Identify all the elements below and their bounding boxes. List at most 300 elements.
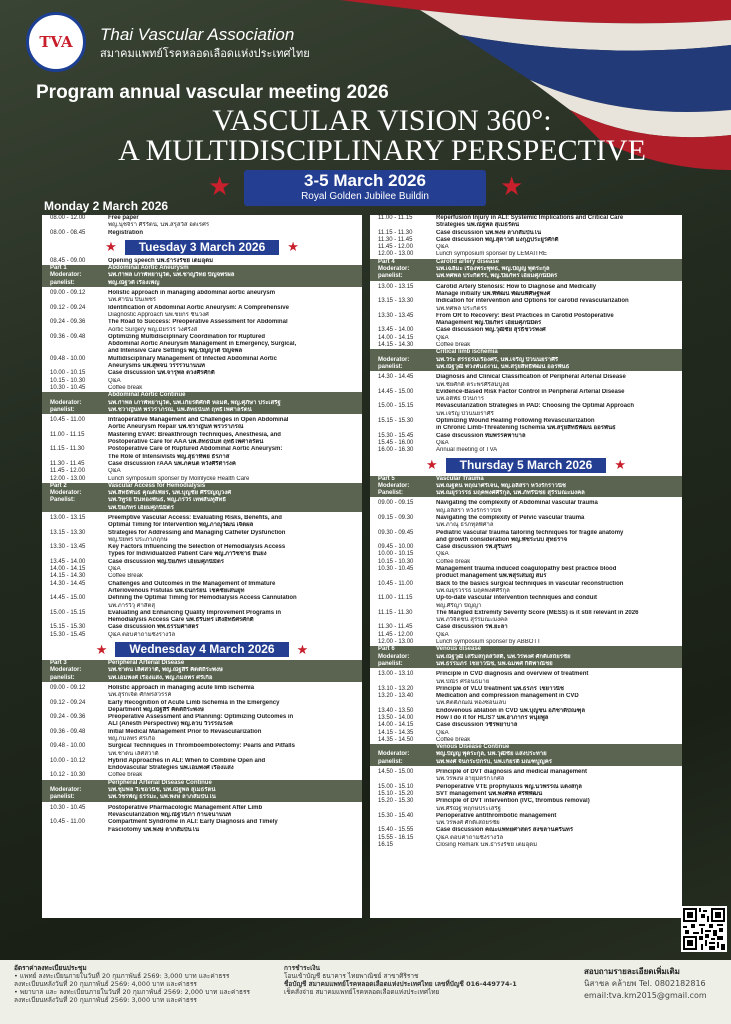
time-label: Moderator: <box>378 751 410 758</box>
time-label <box>378 425 436 432</box>
schedule-row <box>370 544 682 551</box>
org-name-en: Thai Vascular Association <box>100 25 295 44</box>
time-label <box>378 382 436 389</box>
session-text: Compartment Syndrome in ALI: Early Diagnosis and Timely <box>108 819 278 826</box>
schedule-row <box>370 251 682 258</box>
session-header-row <box>370 744 682 751</box>
session-header-row <box>42 392 362 399</box>
session-text: Q&A ตอบคำถามชิงรางวัล <box>436 834 504 841</box>
time-label: 08.00 - 12.00 <box>50 215 86 221</box>
session-text: Endovenous ablation in CVD นพ.บุญชน อภิชาติบัณฑุล <box>436 707 586 714</box>
time-label: 09.30 - 09.45 <box>378 529 414 536</box>
schedule-row <box>370 382 682 389</box>
session-text: นพ.พงศ์ จีนกระบักร์บ, นพ.เกียรติ มณฑปูญคร <box>436 758 552 765</box>
schedule-row <box>370 784 682 791</box>
session-text: Optimizing Wound Healing Following Revascularization <box>436 418 595 425</box>
session-text: Postoperative Care for AAA นพ.ลัทธนันท์ ฤทธิไพศาลรัตน์ <box>108 439 264 446</box>
schedule-row <box>42 624 362 631</box>
session-text: Case discussion รพ.สุรินทร์ <box>436 544 513 551</box>
session-header-row <box>370 349 682 356</box>
session-text: นพ.วัชรพัญ ธรรมะ, นพ.พงษ์ ลาภสัมบันโน <box>108 794 216 801</box>
schedule-row <box>370 559 682 566</box>
schedule-row <box>370 411 682 418</box>
session-header-row <box>370 266 682 273</box>
session-text: พญ.ณัฐวดี เรืองเพ็ญ <box>108 279 160 286</box>
contact-title: สอบถามรายละเอียดเพิ่มเติม <box>584 967 680 976</box>
star-icon: ★ <box>95 641 108 657</box>
session-text: นพ.วิทูรย์ ปิ่นทองพันธ์, พญ.ภรวีร์ เทพสันทุสิทธิ์ <box>108 497 227 504</box>
time-label: 13.50 - 14.00 <box>378 715 414 721</box>
session-text: From OR to Recovery: Best Practices in Carotid Postoperative <box>436 312 614 319</box>
time-label: 14.50 - 15.00 <box>378 769 414 776</box>
session-text: Aortic Aneurysm Repair นพ.ชวาญันท์ พรวราภรณ์ <box>108 424 244 431</box>
session-text: พญ.ปิยพร ประภาภฤกษ์ <box>108 536 168 543</box>
schedule-row <box>42 700 362 707</box>
schedule-row <box>42 603 362 610</box>
schedule-row <box>42 610 362 617</box>
session-text: Q&A <box>436 439 449 446</box>
session-header-row <box>370 661 682 668</box>
schedule-row <box>42 707 362 714</box>
time-label <box>378 291 436 298</box>
schedule-row <box>42 417 362 424</box>
schedule-row <box>42 758 362 765</box>
time-label: 11.15 - 11.30 <box>50 446 85 453</box>
session-text: นพ.ชวาญันท์ พรวราภรณ์, นพ.ลัทธนันท์ ฤทธิไพศาลรัตน์ <box>108 406 252 413</box>
time-label <box>378 700 436 707</box>
time-label: panelist: <box>378 758 403 765</box>
time-label <box>378 806 436 813</box>
schedule-left-column <box>42 215 362 918</box>
time-label: 13.20 - 13.40 <box>378 693 414 700</box>
pay-line: โอนเข้าบัญชี ธนาคาร ไทยพาณิชย์ สาขาศิริราช <box>284 972 419 980</box>
session-text: Key Factors Influencing the Selection of Hemodialysis Access <box>108 544 286 551</box>
time-label <box>50 736 108 743</box>
session-header-row <box>370 364 682 371</box>
event-venue: Royal Golden Jubilee Buildin <box>301 191 429 202</box>
session-text: Case discussion พญ.วุฒิชัย สุรธิชวรพงศ์ <box>436 327 546 334</box>
session-text: Hybrid Approaches in ALI: When to Combine Open and <box>108 757 266 764</box>
time-label: Panelist: <box>378 490 404 497</box>
org-name-th: สมาคมแพทย์โรคหลอดเลือดแห่งประเทศไทย <box>100 48 310 60</box>
session-header-row <box>42 265 362 272</box>
time-label: panelist: <box>378 273 403 280</box>
time-label: 11.45 - 12.00 <box>50 468 85 475</box>
session-header-row <box>370 357 682 364</box>
session-text: product management นพ.พสุรเสมญ์ สมร <box>436 573 547 580</box>
session-text: Case discussion นพ.พงษ์ ลาภสัมบันโน <box>436 229 542 236</box>
schedule-row <box>370 537 682 544</box>
time-label: 12.00 - 13.00 <box>378 639 414 646</box>
schedule-row <box>42 588 362 595</box>
schedule-row <box>42 573 362 580</box>
session-text: นพ.ภาร์วิวุ ศาสิตสุ <box>108 602 156 609</box>
day-header <box>370 458 682 473</box>
session-text: นพ.กำพล เภาพัทยานุวัต, นพ.ชาญวิทย์ ปัญจพรผล <box>108 272 235 279</box>
schedule-row <box>370 595 682 602</box>
session-text: Lunch symposium sponser by ABBOTT <box>436 639 541 646</box>
session-header-row <box>42 272 362 279</box>
session-text: นพ.ชาดน เลิศสวาดิ์ <box>108 750 159 757</box>
contact-email[interactable]: email:tva.km2015@gmail.com <box>584 991 707 1000</box>
session-text: นพ.ศิริณัฐ ทฤกษ์ประเสริฐ <box>436 805 501 812</box>
schedule-row <box>370 769 682 776</box>
time-label: Panelist: <box>50 497 76 504</box>
schedule-row <box>370 222 682 229</box>
session-text: Indication for intervention and Options for carotid revascularization <box>436 298 629 305</box>
time-label: 13.15 - 13.30 <box>50 529 86 536</box>
schedule-row <box>370 313 682 320</box>
session-text: Case discussion พญ.ปิยภัทร เอี่ยมศุภนิมิตร <box>108 558 224 565</box>
contact-name: นิสาชล คล้ายพ Tel. 0802182816 <box>584 979 706 988</box>
time-label: Moderator: <box>50 787 82 794</box>
time-label: 09.36 - 09.48 <box>50 333 86 340</box>
session-text: Venous Disease Continue <box>436 744 510 751</box>
session-text: Case discussion rAAA นพ.ภคนต์ หวังศิริดำรงค์ <box>108 460 236 467</box>
reg-line: ลงทะเบียนหลังวันที่ 20 กุมภาพันธ์ 2569: 4,000 บาท และค่าธรร <box>14 980 197 988</box>
time-label: Moderator: <box>50 490 82 497</box>
time-label: 12.00 - 13.00 <box>378 251 414 258</box>
time-label <box>50 692 108 699</box>
time-label: 11.00 - 11.15 <box>50 431 85 438</box>
schedule-row <box>42 515 362 522</box>
title-line-2: A MULTIDISCIPLINARY PERSPECTIVE <box>118 134 646 167</box>
session-text: Q&A <box>436 334 449 341</box>
schedule-row <box>42 230 362 237</box>
session-header-row <box>370 259 682 266</box>
schedule-row <box>370 791 682 798</box>
schedule-row <box>370 776 682 783</box>
time-label: 09.12 - 09.24 <box>50 304 86 311</box>
session-text: พญ.ปัญญ พุดระกุล, นพ.วุฒิชัย แสงประทาย <box>436 751 547 758</box>
session-text: Holistic approach in managing acute limb ischemia <box>108 684 255 691</box>
session-text: Perioperative VTE prophylaxis พญ.นวพรรณ แดงสกุล <box>436 783 582 790</box>
session-text: พญ.กมลพร ศรีเกื้อ <box>108 736 156 742</box>
schedule-row <box>370 403 682 410</box>
star-icon: ★ <box>614 457 627 472</box>
schedule-row <box>42 617 362 624</box>
session-header-row <box>370 759 682 766</box>
session-header-row <box>370 654 682 661</box>
session-text: Surgical Techniques in Thromboembolectomy: Pearls and Pitfalls <box>108 743 295 750</box>
logo-text: TVA <box>39 33 73 51</box>
time-label: 09.00 - 09.12 <box>50 684 86 691</box>
session-text: Q&A <box>108 566 121 573</box>
session-text: Case discussion พญ.สุดาวดี มงกุฎประยูรศักดิ์ <box>436 236 559 243</box>
time-label: 13.30 - 13.45 <box>378 312 414 319</box>
time-label: Moderator: <box>50 272 82 279</box>
time-label: 10.15 - 10.30 <box>50 377 86 384</box>
session-text: Diagnostic Approach นพ.ชยกร ชินวงศ์ <box>108 311 209 318</box>
session-text: Aneurysms นพ.สุพจน์ วรรรวนานนท์ <box>108 363 206 370</box>
reg-line: • พยาบาล และ ลงทะเบียนภายในวันที่ 20 กุมภาพันธ์ 2569: 2,000 บาท และค่าธรร <box>14 988 250 996</box>
schedule-row <box>42 446 362 453</box>
session-text: นพ.เจริญ ปีวนนยราศิริ <box>436 410 494 417</box>
time-label: 10.12 - 10.30 <box>50 772 86 779</box>
time-label: 11.30 - 11.45 <box>50 460 85 467</box>
session-text: Case discussion รพ.ยะลา <box>436 624 508 631</box>
schedule-row <box>42 537 362 544</box>
session-text: Q&A <box>436 551 449 558</box>
flag-stripe-red-top <box>340 0 731 23</box>
time-label: 15.15 - 15.30 <box>378 418 414 425</box>
time-label: 14.00 - 14.15 <box>378 722 414 729</box>
time-label <box>50 341 108 348</box>
session-text: Initial Medical Management Prior to Revascularization <box>108 728 262 735</box>
session-text: นพ.ณัฐวุฒิ พ่วงพันธ์งาม, นพ.สรุยสิทธิ์พัฒน์ ออรพันธ์ <box>436 363 570 370</box>
schedule-row <box>42 772 362 779</box>
time-label: 10.45 - 11.00 <box>378 580 413 587</box>
time-label <box>378 617 436 624</box>
time-label: panelist: <box>50 279 75 286</box>
schedule-row <box>370 806 682 813</box>
time-label: Moderator: <box>378 653 410 660</box>
time-label <box>50 522 108 529</box>
schedule-row <box>42 805 362 812</box>
session-text: Carotid artery disease <box>436 258 500 265</box>
schedule-row <box>42 312 362 319</box>
time-label <box>50 297 108 304</box>
time-label: 09.24 - 09.36 <box>50 319 86 326</box>
time-label: 09.00 - 09.15 <box>378 500 414 507</box>
session-text: Preemptive Vascular Access: Evaluating Risks, Benefits, and <box>108 514 282 521</box>
session-text: Q&A <box>436 729 449 736</box>
schedule-row <box>370 244 682 251</box>
payment-info <box>284 964 517 996</box>
session-text: Closing Remark นพ.ธำรงรัชย์ เต็มอุดม <box>436 842 538 849</box>
time-label <box>378 396 436 403</box>
schedule-row <box>370 639 682 646</box>
time-label: 15.10 - 15.20 <box>378 790 414 797</box>
time-label: 08.45 - 09.00 <box>50 257 86 264</box>
schedule-row <box>370 581 682 588</box>
session-text: นพ.อติพัธ ปัวน์การ <box>436 396 485 403</box>
schedule-row <box>370 284 682 291</box>
time-label: 11.30 - 11.45 <box>378 236 413 243</box>
time-label: 14.15 - 14.30 <box>378 342 414 349</box>
session-header-row <box>370 476 682 483</box>
time-label: 14.15 - 14.30 <box>50 573 86 580</box>
time-label: 11.15 - 11.30 <box>378 229 413 236</box>
session-text: Annual meeting of TVA <box>436 447 498 454</box>
time-label: 15.30 - 15.45 <box>378 432 414 439</box>
schedule-row <box>42 551 362 558</box>
time-label <box>50 312 108 319</box>
time-label: 15.20 - 15.30 <box>378 798 414 805</box>
schedule-row <box>370 433 682 440</box>
schedule-row <box>42 819 362 826</box>
star-icon: ★ <box>208 172 232 202</box>
time-label: 09.48 - 10.00 <box>50 743 86 750</box>
session-text: Early Recognition of Acute Limb Ischemia in the Emergency <box>108 699 280 706</box>
schedule-row <box>42 297 362 304</box>
session-text: Case discussion นพ.จารุพล ตวงศิรศักดิ์ <box>108 370 215 377</box>
session-text: Coffee break <box>436 558 471 565</box>
time-label: 14.00 - 14.15 <box>50 566 86 573</box>
schedule-row <box>370 737 682 744</box>
schedule-row <box>42 439 362 446</box>
session-text: ALI (Anesth Perspective) พญ.ลวบ วิวรรณรงค์ <box>108 721 233 728</box>
session-header-row <box>42 675 362 682</box>
time-label: 15.00 - 15.15 <box>378 403 414 410</box>
session-text: Intraoperative Management and Challenges in Open Abdominal <box>108 417 289 424</box>
schedule-row <box>370 522 682 529</box>
session-text: Up-to-date vascular intervention techniques and conduit <box>436 595 598 602</box>
reg-line: • แพทย์ ลงทะเบียนภายในวันที่ 20 กุมภาพันธ์ 2569: 3,000 บาท และค่าธรร <box>14 972 230 980</box>
registration-title: อัตราค่าลงทะเบียนประชุม <box>14 964 87 972</box>
session-text: Pediatric vascular trauma tailoring techniques for fragile anatomy <box>436 529 624 536</box>
session-text: Medication and compression management in CVD <box>436 693 579 700</box>
schedule-row <box>42 595 362 602</box>
session-text: Revascularization พญ.ณัฐวนิภา ก้านจนานนท์ <box>108 811 232 818</box>
time-label: 11.45 - 12.00 <box>378 631 413 638</box>
time-label: 09.36 - 09.48 <box>50 728 86 735</box>
session-text: Q&A <box>436 244 449 251</box>
session-text: นพ.ณยุรวรรธ มฤคพงศ์ศิริกุล, นพ.ภัทรินิชย์ สุรีรมณะมงคล <box>436 490 585 497</box>
time-label: 11.00 - 11.15 <box>378 595 413 602</box>
time-label: 13.10 - 13.20 <box>378 685 414 692</box>
time-label: 12.00 - 13.00 <box>50 475 86 482</box>
time-label <box>50 780 108 787</box>
schedule-row <box>370 418 682 425</box>
schedule-row <box>370 566 682 573</box>
session-text: Multidisciplinary Management of Infected Abdominal Aortic <box>108 355 277 362</box>
tva-logo <box>26 12 86 72</box>
schedule-row <box>42 544 362 551</box>
session-text: Postoperative Care of Ruptured Abdominal Aortic Aneurysm: <box>108 446 283 453</box>
time-label: 11.00 - 11.15 <box>378 215 413 221</box>
schedule-row <box>42 348 362 355</box>
session-text: พญ.นุชจิรา ศิริรัตน์, นพ.สรุสวัส อดเรศร <box>108 222 210 229</box>
time-label: 09.48 - 10.00 <box>50 355 86 362</box>
time-label: panelist: <box>378 660 403 667</box>
time-label <box>50 551 108 558</box>
session-text: Lunch symposium sponser by Molnlycke Health Care <box>108 475 250 482</box>
time-label <box>378 508 436 515</box>
day-label: Thursday 5 March 2026 <box>446 458 607 473</box>
schedule-row <box>42 215 362 222</box>
session-text: Holistic approach in managing abdominal aortic aneurysm <box>108 290 276 297</box>
session-text: Diagnosis and Clinical Classification of Peripheral Arterial Disease <box>436 374 626 381</box>
session-text: Identification of Abdominal Aortic Aneurysm: A Comprehensive <box>108 304 289 311</box>
schedule-row <box>370 835 682 842</box>
time-label: 09.24 - 09.36 <box>50 714 86 721</box>
session-text: Case discussion คณะแพทยศาสตร์ สงขลานครินทร์ <box>436 827 574 834</box>
time-label: 10.30 - 10.45 <box>50 804 86 811</box>
session-text: นพ.กำพล เภาพัทยานุวัต, นพ.เกียรติศักดิ์ หอมดี, พญ.ศุภิษา ประเสริฐ <box>108 399 281 406</box>
time-label <box>378 573 436 580</box>
time-label <box>50 603 108 610</box>
time-label: 14.30 - 14.45 <box>50 580 86 587</box>
schedule-row <box>42 356 362 363</box>
schedule-row <box>370 306 682 313</box>
time-label <box>50 537 108 544</box>
schedule-row <box>42 530 362 537</box>
session-text: Abdominal Aortic Aneurysm <box>108 265 189 272</box>
session-header-row <box>370 490 682 497</box>
time-label: 10.45 - 11.00 <box>50 417 85 424</box>
time-label: Moderator: <box>50 667 82 674</box>
time-label <box>50 751 108 758</box>
schedule-row <box>370 500 682 507</box>
time-label: 10.00 - 10.15 <box>50 370 86 377</box>
time-label: 10.00 - 10.12 <box>50 757 86 764</box>
session-text: Registration <box>108 229 144 236</box>
schedule-row <box>42 714 362 721</box>
session-text: Revascularization Strategies in PAD: Choosing the Optimal Approach <box>436 403 635 410</box>
schedule-row <box>42 765 362 772</box>
session-text: Strategies for Addressing and Managing Catheter Dysfunction <box>108 529 286 536</box>
session-text: Navigating the complexity of Abdominal vascular trauma <box>436 500 598 507</box>
schedule-row <box>370 508 682 515</box>
session-text: Lunch symposium sponser by LEMAITRE <box>436 251 548 258</box>
schedule-row <box>370 813 682 820</box>
schedule-row <box>370 610 682 617</box>
session-text: Q&A <box>436 631 449 638</box>
session-text: Back to the basics surgical techniques in vascular reconstruction <box>436 580 624 587</box>
session-text: Hemodialysis Access Care นพ.ธีรินทร์ เสิงอิทธิศรศักดิ์ <box>108 617 254 624</box>
schedule-row <box>42 468 362 475</box>
session-text: นพ.ชัยศักดิ์ ตระพรศิริสมบูลย์ <box>436 381 510 388</box>
schedule-row <box>370 215 682 222</box>
session-text: Coffee break <box>108 772 143 779</box>
time-label: Moderator: <box>50 399 82 406</box>
schedule-row <box>42 290 362 297</box>
time-label <box>50 348 108 355</box>
session-text: Principle of DVT diagnosis and medical management <box>436 769 588 776</box>
time-label: panelist: <box>50 406 75 413</box>
schedule-row <box>370 425 682 432</box>
time-label: 13.00 - 13.15 <box>50 514 86 521</box>
schedule-row <box>42 721 362 728</box>
schedule-row <box>370 396 682 403</box>
session-text: Vascular Trauma <box>436 475 484 482</box>
schedule-row <box>370 715 682 722</box>
schedule-row <box>370 573 682 580</box>
session-header-row <box>42 780 362 787</box>
schedule-row <box>370 842 682 849</box>
schedule-row <box>370 624 682 631</box>
time-label: 10.45 - 11.00 <box>50 819 85 826</box>
session-text: The Road to Success: Preoperative Assessment for Abdominal <box>108 319 288 326</box>
schedule-row <box>42 334 362 341</box>
time-label: Moderator: <box>378 266 410 273</box>
schedule-row <box>42 729 362 736</box>
session-header-row <box>370 646 682 653</box>
session-text: นพ.ทศพล ประกิตรีร <box>436 305 488 312</box>
schedule-row <box>370 291 682 298</box>
time-label: 15.15 - 15.30 <box>50 624 86 631</box>
registration-fees <box>14 964 250 1004</box>
schedule-row <box>370 588 682 595</box>
time-label: 15.40 - 15.55 <box>378 827 414 834</box>
time-label: 14.35 - 14.50 <box>378 736 414 743</box>
pay-line: ชื่อบัญชี สมาคมแพทย์โรคหลอดเลือดแห่งประเทศไทย เลขที่บัญชี 016-449774-1 <box>284 980 517 988</box>
time-label: 10.30 - 10.45 <box>50 384 86 391</box>
time-label <box>378 537 436 544</box>
time-label <box>50 721 108 728</box>
session-header-row <box>42 794 362 801</box>
payment-title: การชำระเงิน <box>284 964 320 972</box>
day-label: Tuesday 3 March 2026 <box>125 240 280 255</box>
session-text: Coffee break <box>436 736 471 743</box>
time-label <box>50 707 108 714</box>
schedule-row <box>42 378 362 385</box>
time-label <box>378 776 436 783</box>
time-label: 14.45 - 15.00 <box>378 388 414 395</box>
date-banner <box>244 170 486 206</box>
schedule-row <box>370 671 682 678</box>
